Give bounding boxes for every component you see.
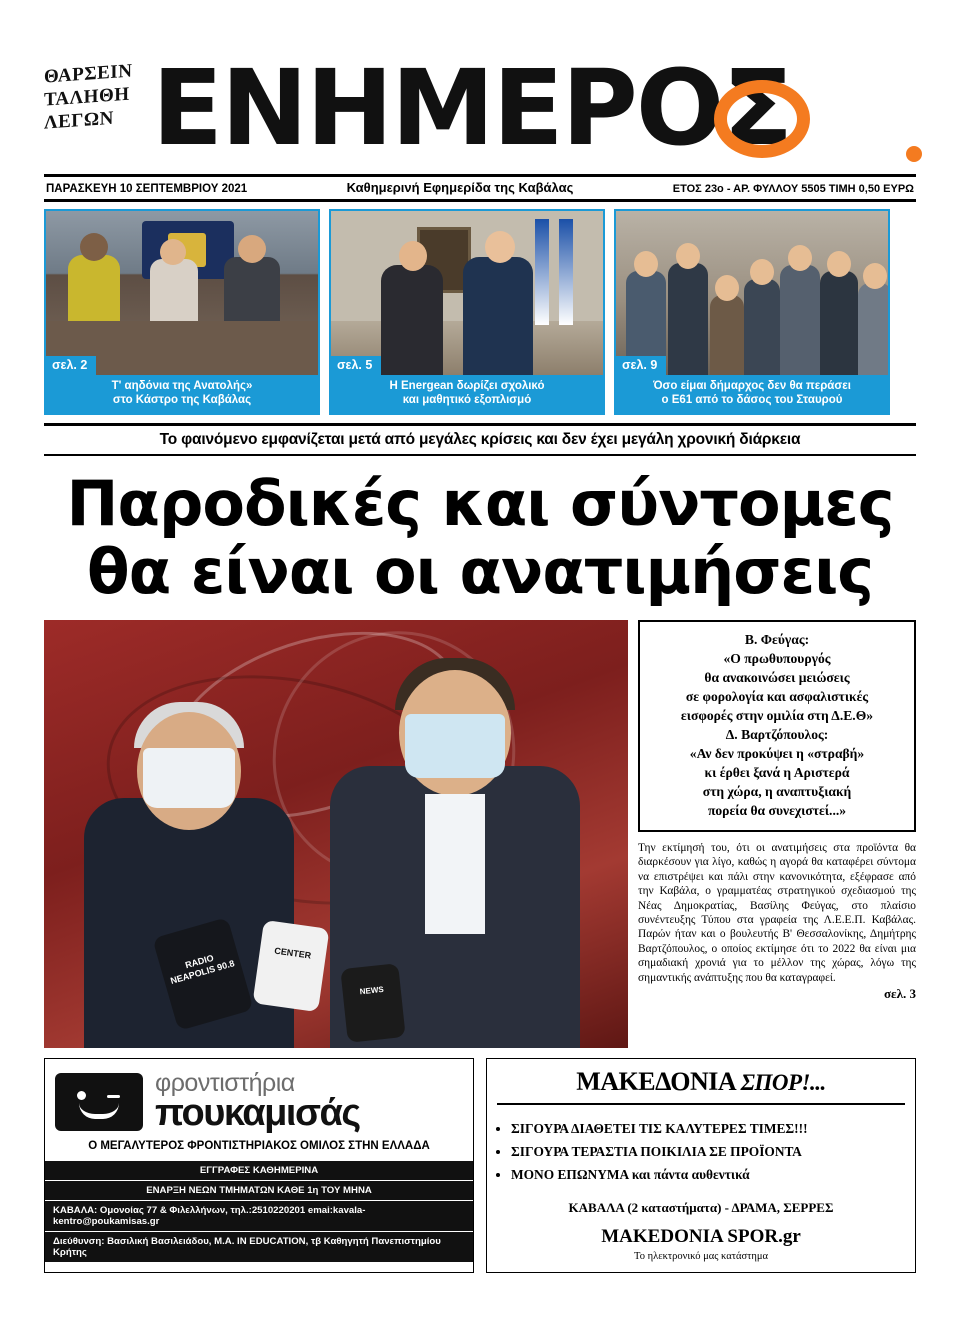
teaser-page-badge-3: σελ. 9 [616, 356, 666, 375]
issue-info: ΕΤΟΣ 23ο - ΑΡ. ΦΥΛΛΟΥ 5505 ΤΙΜΗ 0,50 ΕΥΡΩ [672, 183, 914, 195]
headline-kicker: Το φαινόμενο εμφανίζεται μετά από μεγάλες κρίσεις και δεν έχει μεγάλη χρονική διάρκεια [44, 423, 916, 456]
teaser-caption-2-line-1: Η Energean δωρίζει σχολικό [389, 380, 545, 392]
ad-brand-line-2: πουκαμισάς [155, 1092, 360, 1134]
quote-1-line-3: σε φορολογία και ασφαλιστικές [685, 689, 869, 704]
side-column [638, 620, 916, 1048]
orange-dot-icon [906, 146, 922, 162]
quote-speaker-1: Β. Φεύγας: [744, 632, 810, 647]
teaser-item-1[interactable] [44, 209, 320, 415]
masthead-motto [44, 48, 148, 134]
teaser-photo-3 [616, 211, 888, 375]
teaser-caption-2 [331, 375, 603, 413]
teaser-photo-2 [331, 211, 603, 375]
quote-2-line-3: στη χώρα, η αναπτυξιακή [702, 784, 852, 799]
smiley-face-icon [55, 1073, 143, 1131]
ad-poukamisas[interactable] [44, 1058, 474, 1273]
masthead [44, 47, 916, 172]
motto-line-1: ΘΑΡΣΕΙΝ [44, 60, 133, 88]
teaser-caption-1-line-2: στο Κάστρο της Καβάλας [112, 394, 252, 406]
teaser-caption-1 [46, 375, 318, 413]
quote-box [638, 620, 916, 832]
article-page-ref: σελ. 3 [883, 986, 916, 1002]
ad-website-subtitle: Το ηλεκτρονικό μας κατάστημα [634, 1250, 768, 1262]
ad-locations: ΚΑΒΑΛΑ (2 καταστήματα) - ΔΡΑΜΑ, ΣΕΡΡΕΣ [568, 1199, 834, 1215]
teaser-caption-3-line-2: ο Ε61 από το δάσος του Σταυρού [661, 394, 843, 406]
ad-bullet-3: • ΜΟΝΟ ΕΠΩΝΥΜΑ και πάντα αυθεντικά [511, 1164, 905, 1186]
motto-line-3: ΛΕΓΩΝ [44, 107, 114, 134]
teaser-page-badge-1: σελ. 2 [46, 356, 96, 375]
ad-makedonia-title-main: ΜΑΚΕΔΟΝΙΑ [576, 1067, 735, 1096]
teaser-item-3[interactable] [614, 209, 890, 415]
teaser-item-2[interactable] [329, 209, 605, 415]
newspaper-front-page [0, 47, 960, 1332]
ad-bullet-2: • ΣΙΓΟΥΡΑ ΤΕΡΑΣΤΙΑ ΠΟΙΚΙΛΙΑ ΣΕ ΠΡΟΪΟΝΤΑ [511, 1141, 905, 1163]
teaser-photo-1 [46, 211, 318, 375]
ad-bar-contact: ΚΑΒΑΛΑ: Ομονοίας 77 & Φιλελλήνων, τηλ.:2510220201 emai:kavala-kentro@poukamisas.gr [45, 1200, 473, 1231]
quote-1-line-4: εισφορές στην ομιλία στη Δ.Ε.Θ» [680, 708, 874, 723]
ad-bullet-list [497, 1118, 905, 1186]
ad-makedonia-title-spor: ΣΠΟΡ!... [740, 1070, 826, 1095]
main-headline [44, 456, 916, 618]
quote-1-line-2: θα ανακοινώσει μειώσεις [704, 670, 850, 685]
masthead-logo [148, 47, 916, 169]
ad-brand-line-1: φροντιστήρια [155, 1069, 295, 1097]
main-headline-line-1: Παροδικές και σύντομες [66, 467, 894, 540]
main-content-row [44, 620, 916, 1048]
publication-subtitle: Καθημερινή Εφημερίδα της Καβάλας [346, 180, 574, 195]
ad-bar-new-classes: ΕΝΑΡΞΗ ΝΕΩΝ ΤΜΗΜΑΤΩΝ ΚΑΘΕ 1η ΤΟΥ ΜΗΝΑ [45, 1180, 473, 1200]
ad-website[interactable]: MAKEDONIA SPOR.gr [601, 1225, 801, 1247]
teaser-caption-1-line-1: Τ' αηδόνια της Ανατολής» [111, 380, 253, 392]
omicron-ring-icon [714, 80, 810, 158]
ad-bullet-1: • ΣΙΓΟΥΡΑ ΔΙΑΘΕΤΕΙ ΤΙΣ ΚΑΛΥΤΕΡΕΣ ΤΙΜΕΣ!!! [511, 1118, 905, 1140]
mic-label-left: RADIO NEAPOLIS 90.8 [169, 952, 236, 986]
teaser-caption-3 [616, 375, 888, 413]
ad-makedonia-spor[interactable] [486, 1058, 916, 1273]
ad-divider [497, 1103, 905, 1105]
quote-2-line-4: πορεία θα συνεχιστεί...» [707, 803, 847, 818]
main-headline-line-2: θα είναι οι ανατιμήσεις [87, 535, 873, 608]
quote-2-line-2: κι έρθει ξανά η Αριστερά [704, 765, 850, 780]
ad-bar-director: Διεύθυνση: Βασιλική Βασιλειάδου, Μ.Α. IN EDUCATION, τβ Καθηγητή Πανεπιστημίου Κρήτης [45, 1231, 473, 1262]
teaser-caption-3-line-1: Όσο είμαι δήμαρχος δεν θα περάσει [653, 380, 851, 392]
masthead-title: ΕΝΗΜΕΡΟΣ [152, 47, 792, 169]
advertisement-row [44, 1058, 916, 1273]
mic-label-center: CENTER [273, 945, 312, 961]
ad-bar-registrations: ΕΓΓΡΑΦΕΣ ΚΑΘΗΜΕΡΙΝΑ [45, 1160, 473, 1180]
article-body-wrapper [638, 841, 916, 1001]
teaser-page-badge-2: σελ. 5 [331, 356, 381, 375]
ad-makedonia-title [497, 1067, 905, 1097]
date-bar [44, 174, 916, 202]
teaser-row [44, 209, 916, 415]
microphone-center [252, 920, 329, 1012]
motto-line-2: ΤΑΛΗΘΗ [44, 83, 130, 111]
publication-date: ΠΑΡΑΣΚΕΥΗ 10 ΣΕΠΤΕΜΒΡΙΟΥ 2021 [46, 183, 248, 195]
article-body: Την εκτίμησή του, ότι οι ανατιμήσεις στα προϊόντα θα διαρκέσουν για λίγο, καθώς η αγορά θα καταφέρει σύντομα να επιστρέψει και πάλι στην κανονικότητα, εξέφρασε από την Καβάλα, ο γραμματέας στρατηγικού σχεδιασμού της Νέας Δημοκρατίας, Βασίλης Φεύγας, στο πλαίσιο συνέντευξης Τύπου στα γραφεία της Λ.Ε.Ε.Π. Καβάλας. Παρών ήταν και ο βουλευτής Β' Θεσσαλονίκης, Δημήτρης Βαρτζόπουλος, ο οποίος εκτίμησε ότι το 2022 θα είναι μια σημαδιακή χρονιά για το μέλλον της χώρας, λόγω της σημαντικής ανάπτυξης που θα καταγραφεί. [638, 842, 916, 984]
quote-speaker-2: Δ. Βαρτζόπουλος: [725, 727, 829, 742]
teaser-caption-2-line-2: και μαθητικό εξοπλισμό [402, 394, 532, 406]
quote-1-line-1: «Ο πρωθυπουργός [723, 651, 831, 666]
quote-2-line-1: «Αν δεν προκύψει η «στραβή» [689, 746, 865, 761]
ad-tagline: Ο ΜΕΓΑΛΥΤΕΡΟΣ ΦΡΟΝΤΙΣΤΗΡΙΑΚΟΣ ΟΜΙΛΟΣ ΣΤΗΝ ΕΛΛΑΔΑ [88, 1140, 430, 1152]
mic-label-right: NEWS [359, 984, 385, 997]
microphone-news [340, 963, 405, 1043]
main-article-photo [44, 620, 628, 1048]
